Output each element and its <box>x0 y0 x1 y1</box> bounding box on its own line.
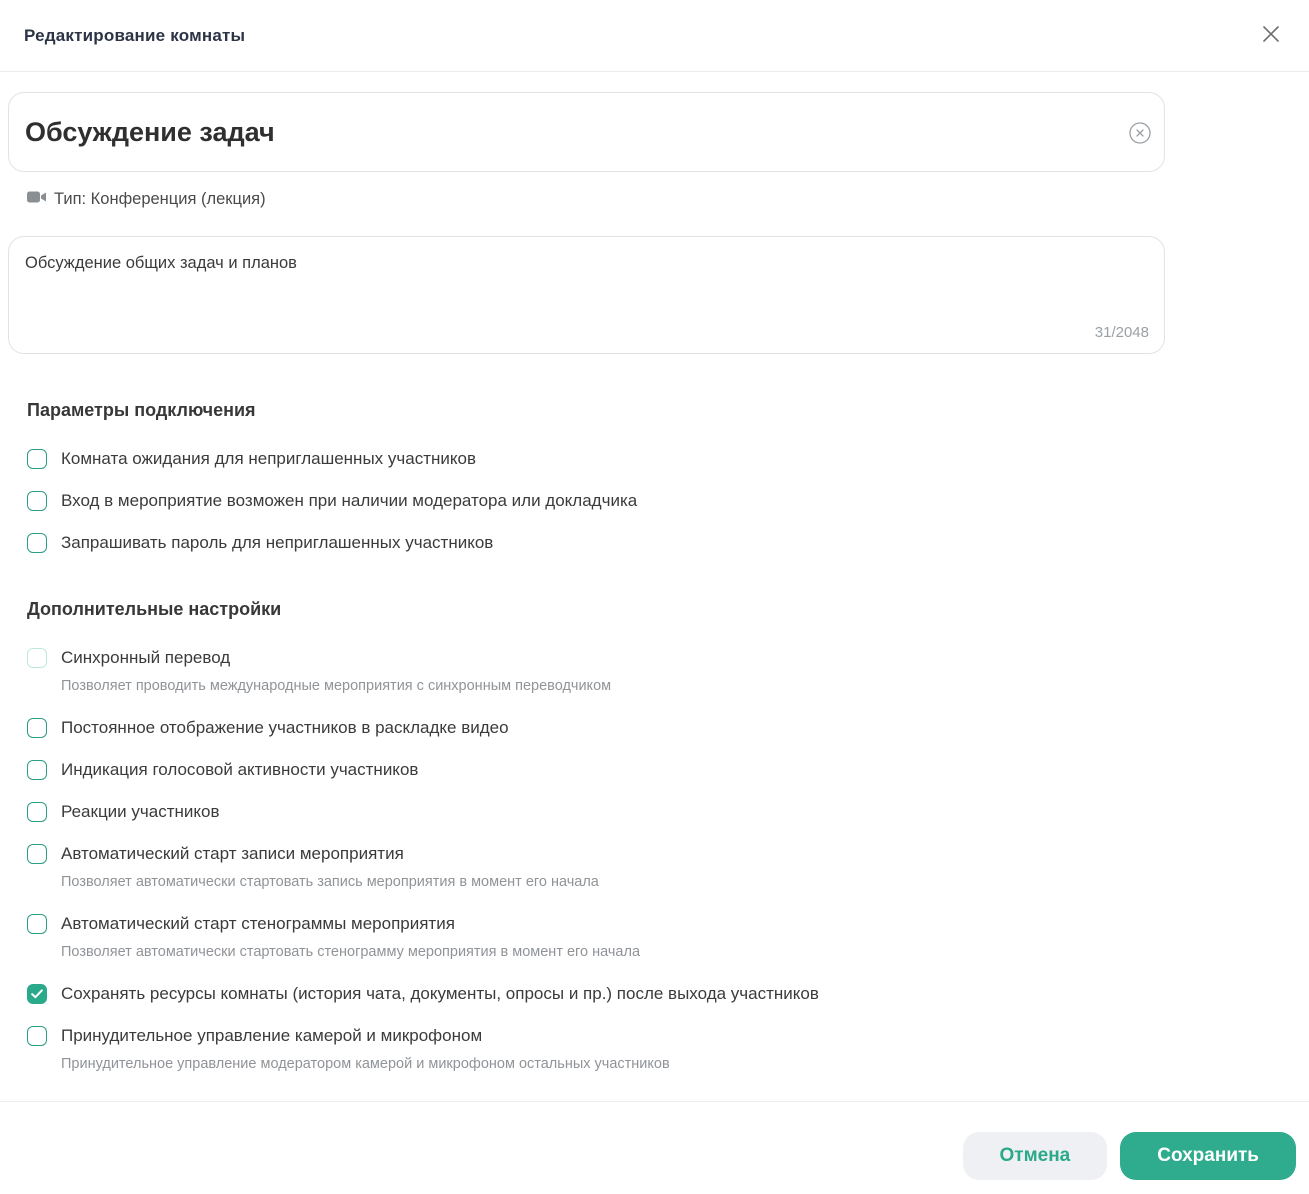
option-row[interactable] <box>27 648 1309 668</box>
checkbox-icon[interactable] <box>27 718 47 738</box>
checkbox-icon[interactable] <box>27 844 47 864</box>
close-icon <box>1261 24 1281 47</box>
option-row[interactable] <box>27 984 1309 1004</box>
checkbox-icon[interactable] <box>27 914 47 934</box>
dialog-header <box>0 0 1309 72</box>
close-button[interactable] <box>1257 22 1285 50</box>
option-label: Запрашивать пароль для неприглашенных участников <box>61 533 494 552</box>
checkbox-icon[interactable] <box>27 1026 47 1046</box>
dialog-title: Редактирование комнаты <box>24 25 246 45</box>
option-label: Комната ожидания для неприглашенных участников <box>61 449 476 468</box>
room-description-field-wrap <box>8 236 1165 354</box>
checkbox-icon[interactable] <box>27 760 47 780</box>
settings-section <box>27 400 1309 553</box>
option-label: Индикация голосовой активности участников <box>61 760 419 779</box>
room-name-field-wrap <box>8 92 1165 172</box>
dialog-footer <box>0 1101 1309 1194</box>
checkbox-icon[interactable] <box>27 648 47 668</box>
save-button[interactable]: Сохранить <box>1120 1132 1296 1180</box>
option-row[interactable] <box>27 533 1309 553</box>
option-label: Синхронный перевод <box>61 648 231 667</box>
option-row[interactable] <box>27 844 1309 864</box>
option-description: Позволяет проводить международные мероприятия с синхронным переводчиком <box>61 678 612 694</box>
option-label: Автоматический старт стенограммы мероприятия <box>61 914 455 933</box>
video-camera-icon <box>27 190 46 209</box>
option-description: Позволяет автоматически стартовать запись мероприятия в момент его начала <box>61 874 599 890</box>
room-type-label: Тип: Конференция (лекция) <box>54 190 266 208</box>
dialog-body <box>0 72 1309 1101</box>
option-label: Постоянное отображение участников в раскладке видео <box>61 718 509 737</box>
checkbox-icon[interactable] <box>27 802 47 822</box>
option-description: Принудительное управление модератором камерой и микрофоном остальных участников <box>61 1056 670 1072</box>
option-description: Позволяет автоматически стартовать стенограмму мероприятия в момент его начала <box>61 944 641 960</box>
room-name-input[interactable] <box>9 93 1164 171</box>
clear-name-button[interactable] <box>1129 122 1151 144</box>
option-label: Сохранять ресурсы комнаты (история чата, документы, опросы и пр.) после выхода участников <box>61 984 819 1003</box>
option-label: Принудительное управление камерой и микрофоном <box>61 1026 483 1045</box>
settings-sections <box>0 400 1309 1072</box>
option-row[interactable] <box>27 1026 1309 1046</box>
option-row[interactable] <box>27 449 1309 469</box>
option-label: Реакции участников <box>61 802 220 821</box>
option-label: Вход в мероприятие возможен при наличии модератора или докладчика <box>61 491 638 510</box>
checkbox-icon[interactable] <box>27 533 47 553</box>
option-row[interactable] <box>27 760 1309 780</box>
char-counter: 31/2048 <box>1094 324 1149 341</box>
checkbox-icon[interactable] <box>27 449 47 469</box>
checkbox-icon[interactable] <box>27 491 47 511</box>
settings-section <box>27 599 1309 1072</box>
option-row[interactable] <box>27 718 1309 738</box>
option-row[interactable] <box>27 914 1309 934</box>
option-row[interactable] <box>27 802 1309 822</box>
option-row[interactable] <box>27 491 1309 511</box>
cancel-button[interactable]: Отмена <box>963 1132 1108 1180</box>
room-type-row <box>27 190 1309 209</box>
clear-circle-icon <box>1129 132 1151 147</box>
room-description-input[interactable] <box>9 237 1164 353</box>
section-heading: Параметры подключения <box>27 400 256 420</box>
section-heading: Дополнительные настройки <box>27 599 282 619</box>
checkbox-checked-icon[interactable] <box>27 984 47 1004</box>
option-label: Автоматический старт записи мероприятия <box>61 844 404 863</box>
